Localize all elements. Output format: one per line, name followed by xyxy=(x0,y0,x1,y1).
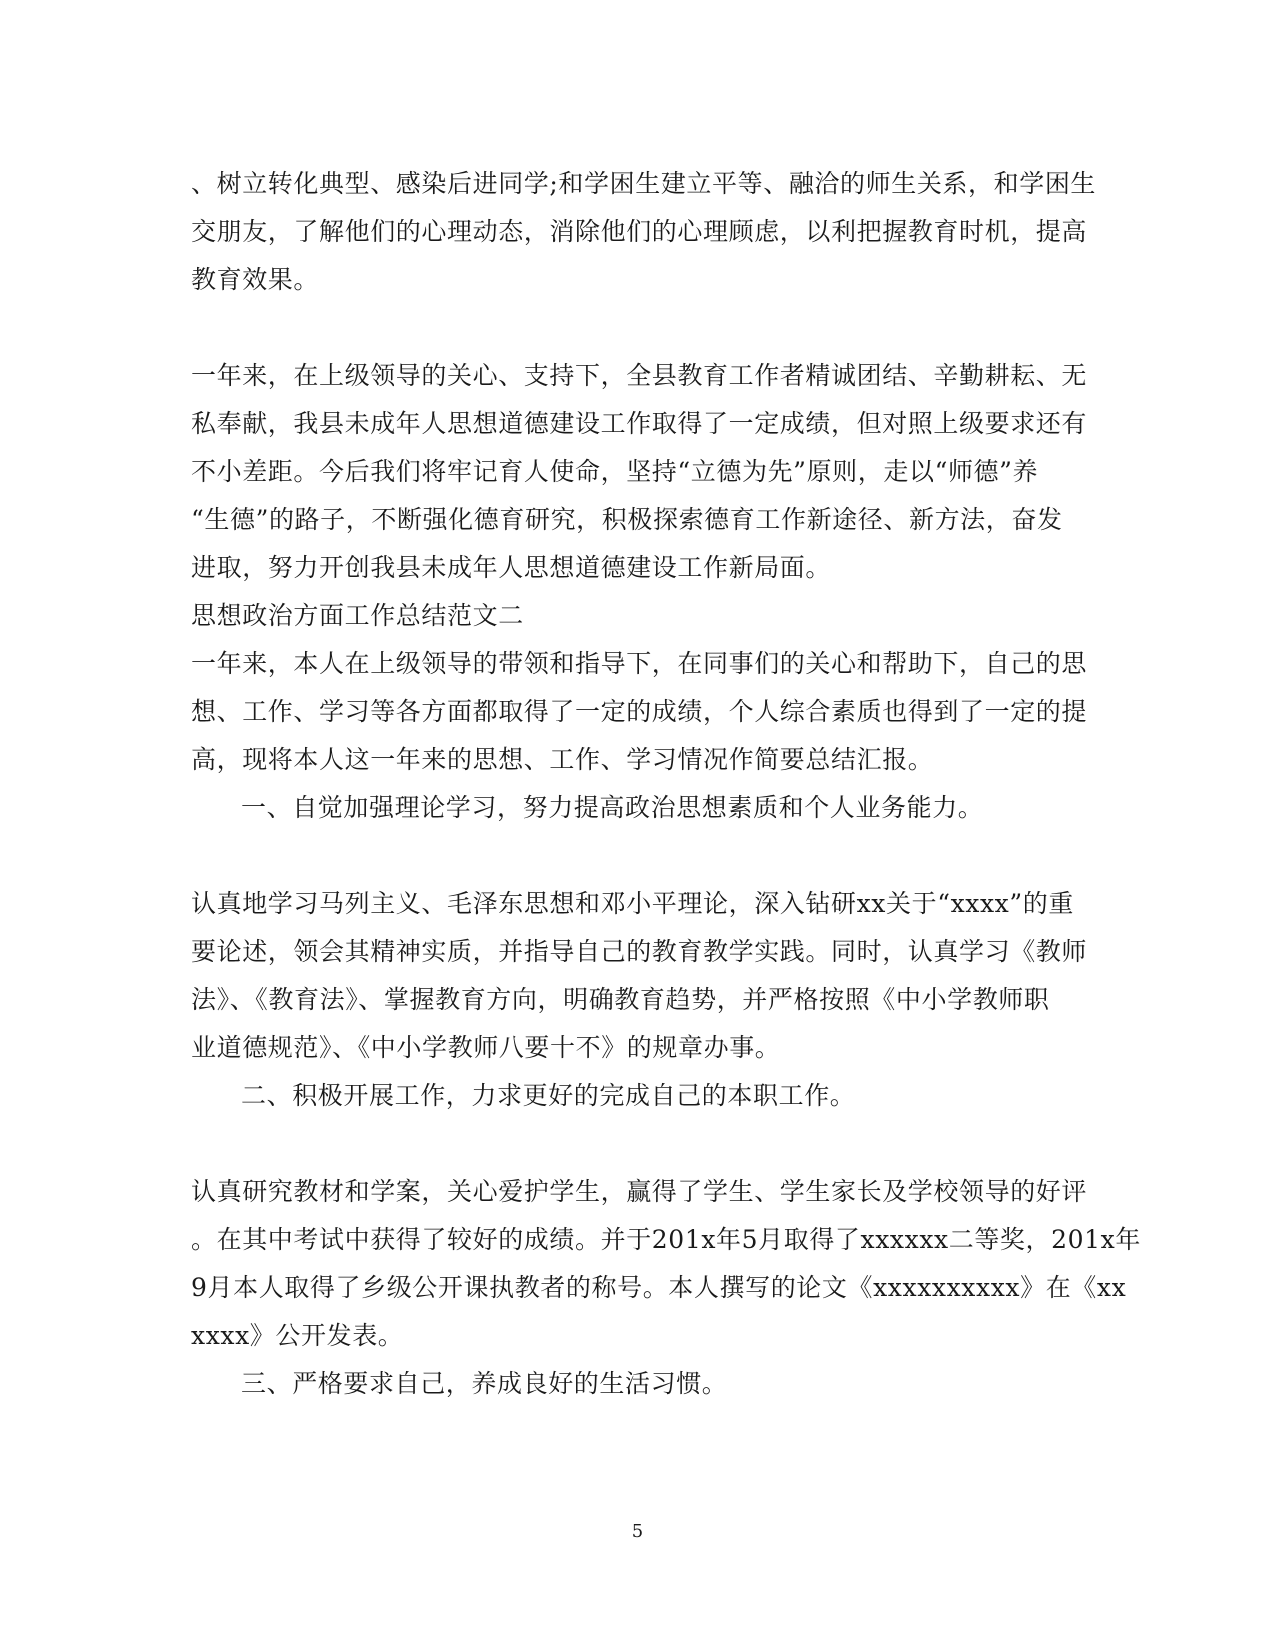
paragraph xyxy=(191,352,1088,592)
paragraph xyxy=(191,1168,1141,1360)
text-line: 9月本人取得了乡级公开课执教者的称号。本人撰写的论文《xxxxxxxxxx》在《xx xyxy=(191,1273,1127,1302)
text-line: 认真地学习马列主义、毛泽东思想和邓小平理论，深入钻研xx关于“xxxx”的重 xyxy=(191,889,1074,918)
text-line: 。在其中考试中获得了较好的成绩。并于201x年5月取得了xxxxxx二等奖，201x年 xyxy=(191,1225,1141,1254)
subheading-text: 二、积极开展工作，力求更好的完成自己的本职工作。 xyxy=(241,1081,856,1110)
text-line: “生德”的路子，不断强化德育研究，积极探索德育工作新途径、新方法，奋发 xyxy=(191,505,1063,534)
text-line: 要论述，领会其精神实质，并指导自己的教育教学实践。同时，认真学习《教师 xyxy=(191,937,1088,966)
page-number: 5 xyxy=(631,1521,644,1542)
subheading-text: 一、自觉加强理论学习，努力提高政治思想素质和个人业务能力。 xyxy=(241,793,984,822)
text-line: 进取，努力开创我县未成年人思想道德建设工作新局面。 xyxy=(191,553,832,582)
paragraph-spacer xyxy=(191,1120,1081,1168)
text-line: 法》、《教育法》、掌握教育方向，明确教育趋势，并严格按照《中小学教师职 xyxy=(191,985,1050,1014)
section-heading xyxy=(191,592,1081,640)
paragraph xyxy=(191,880,1088,1072)
paragraph-spacer xyxy=(191,304,1081,352)
paragraph xyxy=(191,640,1088,784)
text-line: 高，现将本人这一年来的思想、工作、学习情况作简要总结汇报。 xyxy=(191,745,934,774)
text-line: 认真研究教材和学案，关心爱护学生，赢得了学生、学生家长及学校领导的好评 xyxy=(191,1177,1088,1206)
text-line: 教育效果。 xyxy=(191,265,320,294)
subsection-heading xyxy=(191,1360,1081,1408)
subsection-heading xyxy=(191,1072,1081,1120)
subheading-text: 三、严格要求自己，养成良好的生活习惯。 xyxy=(241,1369,728,1398)
text-line: 、树立转化典型、感染后进同学;和学困生建立平等、融洽的师生关系，和学困生 xyxy=(191,169,1097,198)
text-line: 交朋友，了解他们的心理动态，消除他们的心理顾虑，以利把握教育时机，提高 xyxy=(191,217,1088,246)
text-line: 一年来，本人在上级领导的带领和指导下，在同事们的关心和帮助下，自己的思 xyxy=(191,649,1088,678)
text-line: 私奉献，我县未成年人思想道德建设工作取得了一定成绩，但对照上级要求还有 xyxy=(191,409,1088,438)
text-line: xxxx》公开发表。 xyxy=(191,1321,404,1350)
text-line: 业道德规范》、《中小学教师八要十不》的规章办事。 xyxy=(191,1033,781,1062)
text-line: 一年来，在上级领导的关心、支持下，全县教育工作者精诚团结、辛勤耕耘、无 xyxy=(191,361,1088,390)
subsection-heading xyxy=(191,784,1081,832)
document-body xyxy=(191,160,1141,1408)
paragraph-spacer xyxy=(191,832,1081,880)
paragraph xyxy=(191,160,1097,304)
text-line: 想、工作、学习等各方面都取得了一定的成绩，个人综合素质也得到了一定的提 xyxy=(191,697,1088,726)
text-line: 不小差距。今后我们将牢记育人使命，坚持“立德为先”原则，走以“师德”养 xyxy=(191,457,1039,486)
heading-text: 思想政治方面工作总结范文二 xyxy=(191,601,524,630)
